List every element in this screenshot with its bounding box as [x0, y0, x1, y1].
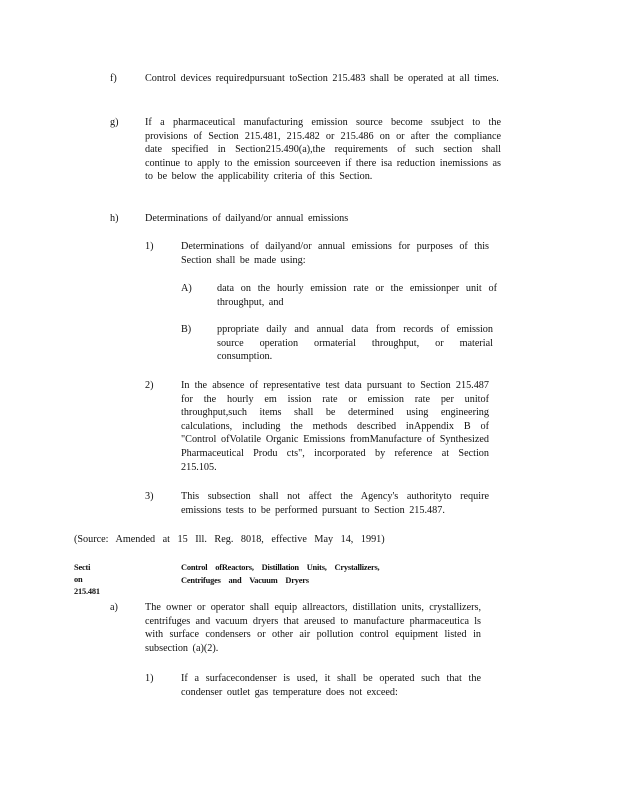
item-f-text: Control devices requiredpursuant toSection 215.483 shall be operated at all times.: [145, 73, 499, 84]
item-h1B-label: B): [181, 324, 192, 335]
item-a-text: The owner or operator shall equip allreactors, distillation units, crystallizers, centrifuges and vacuum dryers that areused to manufacture pharmaceutica ls with surface condensers or other air pollution control equipment listed in subsection (a)(2).: [145, 602, 481, 654]
item-h1A-label: A): [181, 283, 192, 294]
item-h2-text: In the absence of representative test data pursuant to Section 215.487 for the hourly em ission rate or emission rate per unitof throughput,such items shall be determined using engineering calculations, including the methods described inAppendix B of "Control ofVolatile Organic Emissions fromManufacture of Synthesized Pharmaceutical Produ cts", incorporated by reference at Section 215.105.: [181, 380, 489, 473]
item-h2-label: 2): [145, 380, 154, 391]
item-h-label: h): [110, 213, 119, 224]
section-title-line1: Control ofReactors, Distillation Units, Crystallizers,: [181, 563, 380, 572]
item-h3-text: This subsection shall not affect the Agency's authorityto require emissions tests to be performed pursuant to Section 215.487.: [181, 491, 489, 516]
item-h3-label: 3): [145, 491, 154, 502]
item-a-label: a): [110, 602, 118, 613]
item-h-text: Determinations of dailyand/or annual emissions: [145, 213, 349, 224]
section-number: Secti on 215.481: [74, 563, 100, 596]
item-a1-label: 1): [145, 673, 154, 684]
item-h1B-text: ppropriate daily and annual data from records of emission source operation ormaterial throughput, or material consumption.: [217, 324, 493, 363]
source-note: (Source: Amended at 15 Ill. Reg. 8018, effective May 14, 1991): [74, 534, 385, 545]
item-g-label: g): [110, 117, 119, 128]
item-a1-text: If a surfacecondenser is used, it shall be operated such that the condenser outlet gas temperature does not exceed:: [181, 673, 481, 698]
item-h1A-text: data on the hourly emission rate or the emissionper unit of throughput, and: [217, 283, 497, 308]
item-h1-text: Determinations of dailyand/or annual emissions for purposes of this Section shall be made using:: [181, 241, 489, 266]
item-f-label: f): [110, 73, 117, 84]
item-g-text: If a pharmaceutical manufacturing emission source become ssubject to the provisions of Section 215.481, 215.482 or 215.486 on or after the compliance date specified in Section215.490(a),the requirements of such section shall continue to apply to the emission sourceeven if there isa reduction inemissions as to be below the applicability criteria of this Section.: [145, 117, 501, 183]
section-title-line2: Centrifuges and Vacuum Dryers: [181, 576, 309, 585]
item-h1-label: 1): [145, 241, 154, 252]
